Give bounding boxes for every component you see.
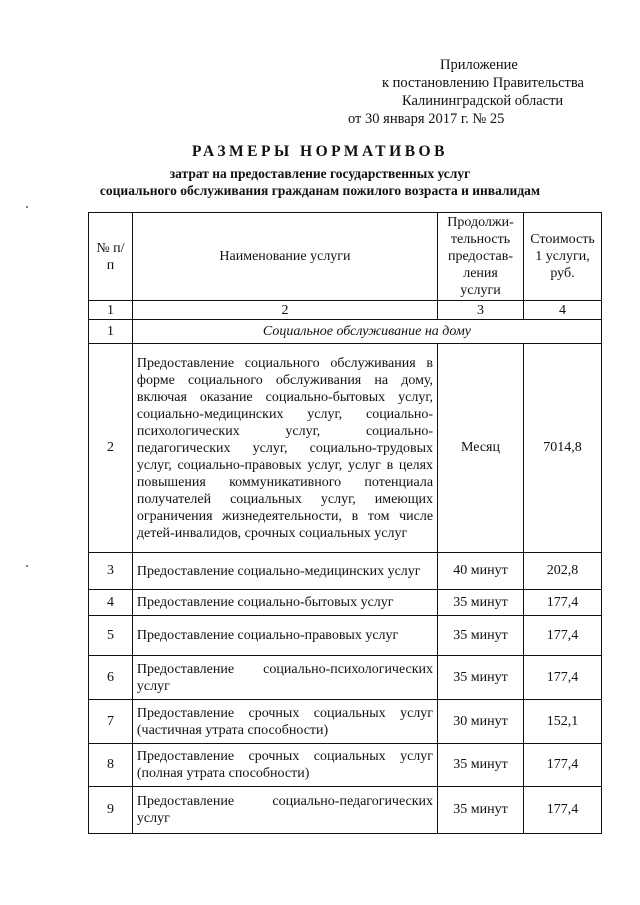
row-duration: 35 минут	[438, 787, 524, 834]
table-row	[89, 616, 602, 656]
row-service-name: Предоставление срочных социальных услуг (частичная утрата способности)	[132, 700, 437, 744]
section-num: 1	[89, 320, 133, 344]
row-duration: 35 минут	[438, 590, 524, 616]
section-label: Социальное обслуживание на дому	[132, 320, 601, 344]
appendix-line: Приложение	[440, 57, 518, 73]
scan-speck	[26, 565, 28, 567]
column-number: 1	[89, 301, 133, 320]
row-num: 6	[89, 656, 133, 700]
row-num: 5	[89, 616, 133, 656]
row-cost: 177,4	[523, 590, 601, 616]
column-number: 3	[438, 301, 524, 320]
section-row	[89, 320, 602, 344]
column-number: 2	[132, 301, 437, 320]
row-service-name: Предоставление социально-бытовых услуг	[132, 590, 437, 616]
column-number-row	[89, 301, 602, 320]
row-num: 4	[89, 590, 133, 616]
row-cost: 177,4	[523, 656, 601, 700]
row-cost: 7014,8	[523, 344, 601, 553]
row-duration: 30 минут	[438, 700, 524, 744]
header-row	[89, 213, 602, 301]
table-row	[89, 590, 602, 616]
table-row	[89, 787, 602, 834]
row-service-name: Предоставление социально-психологических услуг	[132, 656, 437, 700]
row-duration: 35 минут	[438, 616, 524, 656]
row-num: 7	[89, 700, 133, 744]
subtitle-line: затрат на предоставление государственных услуг	[169, 166, 471, 181]
row-duration: Месяц	[438, 344, 524, 553]
row-cost: 152,1	[523, 700, 601, 744]
scan-speck	[26, 206, 28, 208]
table-row	[89, 553, 602, 590]
row-service-name: Предоставление социально-медицинских услуг	[132, 553, 437, 590]
header-duration: Продолжи-тельность предостав-ления услуги	[438, 213, 524, 301]
table-row	[89, 344, 602, 553]
row-num: 8	[89, 744, 133, 787]
appendix-block	[340, 56, 610, 128]
row-num: 9	[89, 787, 133, 834]
row-cost: 202,8	[523, 553, 601, 590]
row-duration: 40 минут	[438, 553, 524, 590]
appendix-line: к постановлению Правительства	[382, 75, 584, 91]
row-cost: 177,4	[523, 616, 601, 656]
row-num: 3	[89, 553, 133, 590]
appendix-line: Калининградской области	[402, 93, 564, 109]
row-cost: 177,4	[523, 787, 601, 834]
table-row	[89, 744, 602, 787]
row-cost: 177,4	[523, 744, 601, 787]
row-service-name: Предоставление социального обслуживания в форме социального обслуживания на дому, включая оказание социально-бытовых услуг, социально-медицинских услуг, социально-психологических услуг, социально-педагогических услуг, социально-трудовых услуг, социально-правовых услуг, услуг в целях повышения коммуникативного потенциала получателей социальных услуг, имеющих ограничения жизнедеятельности, в том числе детей-инвалидов, срочных социальных услуг	[132, 344, 437, 553]
row-service-name: Предоставление срочных социальных услуг (полная утрата способности)	[132, 744, 437, 787]
subtitle-line: социального обслуживания гражданам пожилого возраста и инвалидам	[99, 183, 541, 198]
row-duration: 35 минут	[438, 656, 524, 700]
appendix-date-line: от 30 января 2017 г. № 25	[348, 111, 505, 127]
table-row	[89, 700, 602, 744]
row-service-name: Предоставление социально-правовых услуг	[132, 616, 437, 656]
row-service-name: Предоставление социально-педагогических услуг	[132, 787, 437, 834]
header-name: Наименование услуги	[132, 213, 437, 301]
norms-table	[88, 212, 602, 834]
row-duration: 35 минут	[438, 744, 524, 787]
row-num: 2	[89, 344, 133, 553]
document-subtitle	[0, 165, 640, 199]
column-number: 4	[523, 301, 601, 320]
header-cost: Стоимость 1 услуги, руб.	[523, 213, 601, 301]
document-title: РАЗМЕРЫ НОРМАТИВОВ	[192, 143, 448, 160]
header-num: № п/п	[89, 213, 133, 301]
table-row	[89, 656, 602, 700]
